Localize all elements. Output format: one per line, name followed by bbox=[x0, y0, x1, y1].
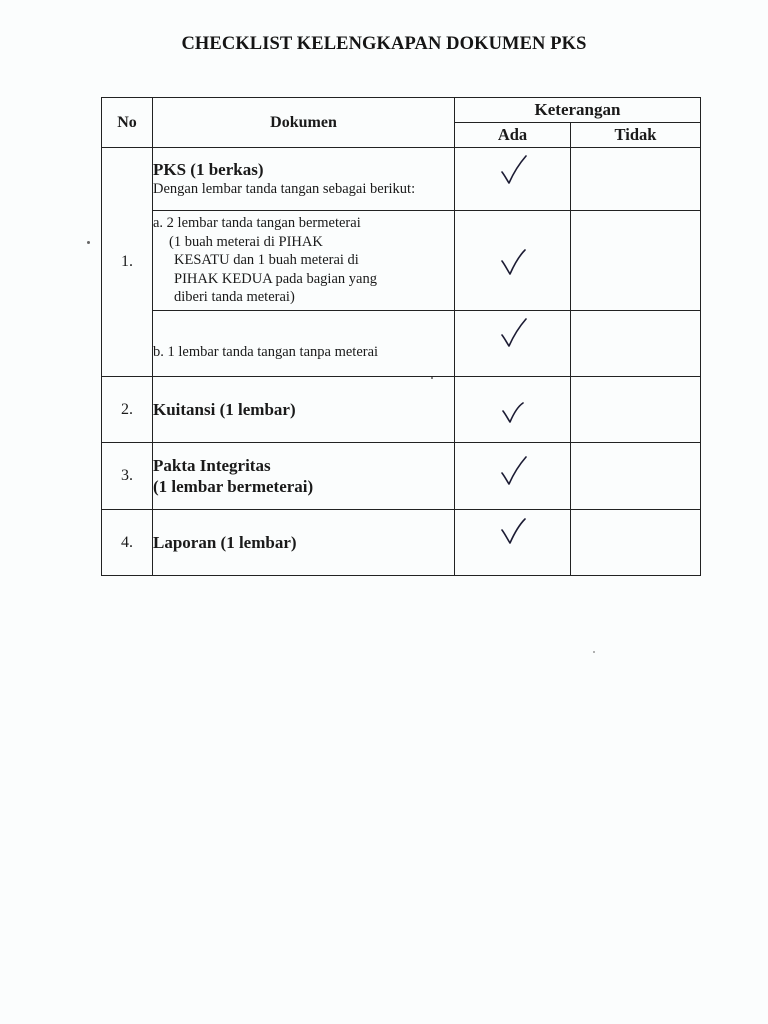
check-mark-icon bbox=[499, 399, 529, 431]
header-ada: Ada bbox=[455, 123, 571, 148]
header-keterangan: Keterangan bbox=[455, 98, 701, 123]
scan-speck bbox=[87, 241, 90, 244]
table-row bbox=[102, 377, 701, 443]
ada-cell bbox=[455, 311, 571, 377]
ada-cell bbox=[455, 443, 571, 510]
document-title: Kuitansi (1 lembar) bbox=[153, 400, 296, 419]
check-mark-icon bbox=[499, 154, 529, 186]
table-row bbox=[102, 510, 701, 576]
header-dokumen: Dokumen bbox=[153, 98, 455, 148]
ada-cell bbox=[455, 211, 571, 311]
row-number: 3. bbox=[102, 443, 153, 510]
header-tidak: Tidak bbox=[571, 123, 701, 148]
subitem-line: b. 1 lembar tanda tangan tanpa meterai bbox=[153, 344, 379, 361]
table-row bbox=[102, 311, 701, 377]
document-cell bbox=[153, 148, 455, 211]
tidak-cell bbox=[571, 377, 701, 443]
tidak-cell bbox=[571, 443, 701, 510]
check-mark-icon bbox=[499, 317, 529, 349]
tidak-cell bbox=[571, 211, 701, 311]
document-description: Dengan lembar tanda tangan sebagai berikut: bbox=[153, 181, 416, 197]
document-cell bbox=[153, 311, 455, 377]
row-number: 2. bbox=[102, 377, 153, 443]
document-cell bbox=[153, 211, 455, 311]
ada-cell bbox=[455, 377, 571, 443]
document-cell bbox=[153, 377, 455, 443]
ada-cell bbox=[455, 148, 571, 211]
document-cell bbox=[153, 510, 455, 576]
document-title-line: (1 lembar bermeterai) bbox=[153, 477, 314, 496]
table-row bbox=[102, 148, 701, 211]
check-mark-icon bbox=[499, 516, 529, 548]
row-number: 1. bbox=[102, 148, 153, 377]
page-title: CHECKLIST KELENGKAPAN DOKUMEN PKS bbox=[181, 34, 587, 54]
header-no: No bbox=[102, 98, 153, 148]
subitem-line: diberi tanda meterai) bbox=[174, 289, 295, 306]
tidak-cell bbox=[571, 148, 701, 211]
subitem-line: a. 2 lembar tanda tangan bermeterai bbox=[153, 215, 361, 232]
document-title-line: Pakta Integritas bbox=[153, 456, 271, 475]
scan-speck bbox=[593, 651, 595, 653]
check-mark-icon bbox=[499, 455, 529, 487]
subitem-line: (1 buah meterai di PIHAK bbox=[169, 233, 323, 250]
check-mark-icon bbox=[499, 247, 529, 279]
document-title: PKS (1 berkas) bbox=[153, 160, 264, 179]
subitem-line: PIHAK KEDUA pada bagian yang bbox=[174, 270, 377, 287]
checklist-table bbox=[101, 97, 701, 576]
document-title: Laporan (1 lembar) bbox=[153, 533, 297, 552]
tidak-cell bbox=[571, 510, 701, 576]
document-cell bbox=[153, 443, 455, 510]
subitem-line: KESATU dan 1 buah meterai di bbox=[174, 252, 359, 269]
table-row bbox=[102, 443, 701, 510]
scan-speck bbox=[431, 377, 433, 379]
row-number: 4. bbox=[102, 510, 153, 576]
ada-cell bbox=[455, 510, 571, 576]
table-row bbox=[102, 211, 701, 311]
tidak-cell bbox=[571, 311, 701, 377]
